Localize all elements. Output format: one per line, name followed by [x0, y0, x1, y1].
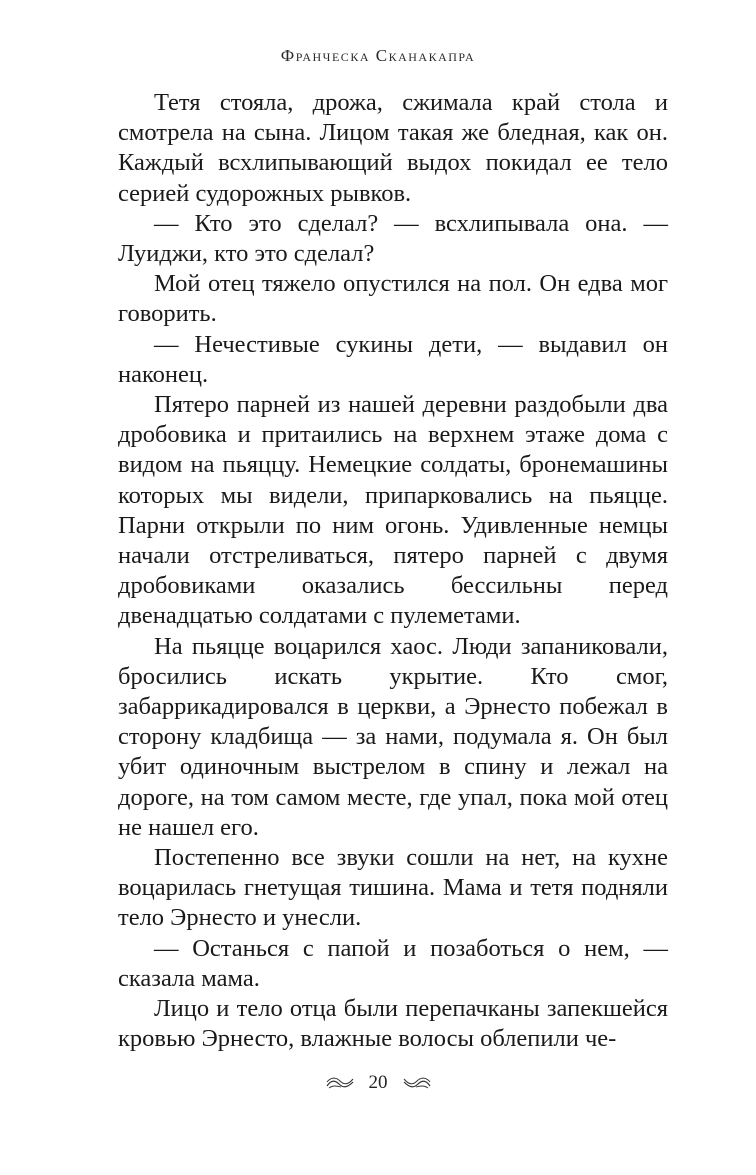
paragraph: — Кто это сделал? — всхлипывала она. — Луиджи, кто это сделал? — [118, 209, 668, 268]
paragraph: Лицо и тело отца были перепачканы запекшейся кровью Эрнесто, влажные волосы облепили че- — [118, 995, 668, 1053]
paragraph: Пятеро парней из нашей деревни раздобыли два дробовика и притаились на верхнем этаже дома с видом на пьяццу. Немецкие солдаты, бронемашины которых мы видели, припарковались на пьяцце. Парни открыли по ним огонь. Удивленные немцы начали отстреливаться, пятеро парней с двумя дробовиками оказались бессильны перед двенадцатью солдатами с пулеметами. — [118, 391, 668, 630]
wave-flourish-right-icon — [402, 1076, 432, 1090]
paragraph: — Нечестивые сукины дети, — выдавил он наконец. — [118, 330, 668, 388]
page-footer — [0, 1072, 756, 1094]
paragraph: — Останься с папой и позаботься о нем, — сказала мама. — [118, 934, 668, 992]
page-number: 20 — [368, 1072, 388, 1093]
paragraph: Постепенно все звуки сошли на нет, на кухне воцарилась гнетущая тишина. Мама и тетя подняли тело Эрнесто и унесли. — [118, 844, 668, 932]
paragraph: Тетя стояла, дрожа, сжимала край стола и смотрела на сына. Лицом такая же бледная, как он. Каждый всхлипывающий выдох покидал ее тело серией судорожных рывков. — [118, 89, 668, 207]
paragraph: Мой отец тяжело опустился на пол. Он едва мог говорить. — [118, 270, 668, 328]
paragraph: На пьяцце воцарился хаос. Люди запаниковали, бросились искать укрытие. Кто смог, забаррикадировался в церкви, а Эрнесто побежал в сторону кладбища — за нами, подумала я. Он был убит одиночным выстрелом в спину и лежал на дороге, на том самом месте, где упал, пока мой отец не нашел его. — [118, 632, 668, 841]
body-text — [118, 88, 668, 1055]
wave-flourish-left-icon — [325, 1076, 355, 1090]
running-header: Франческа Сканакапра — [280, 46, 476, 65]
